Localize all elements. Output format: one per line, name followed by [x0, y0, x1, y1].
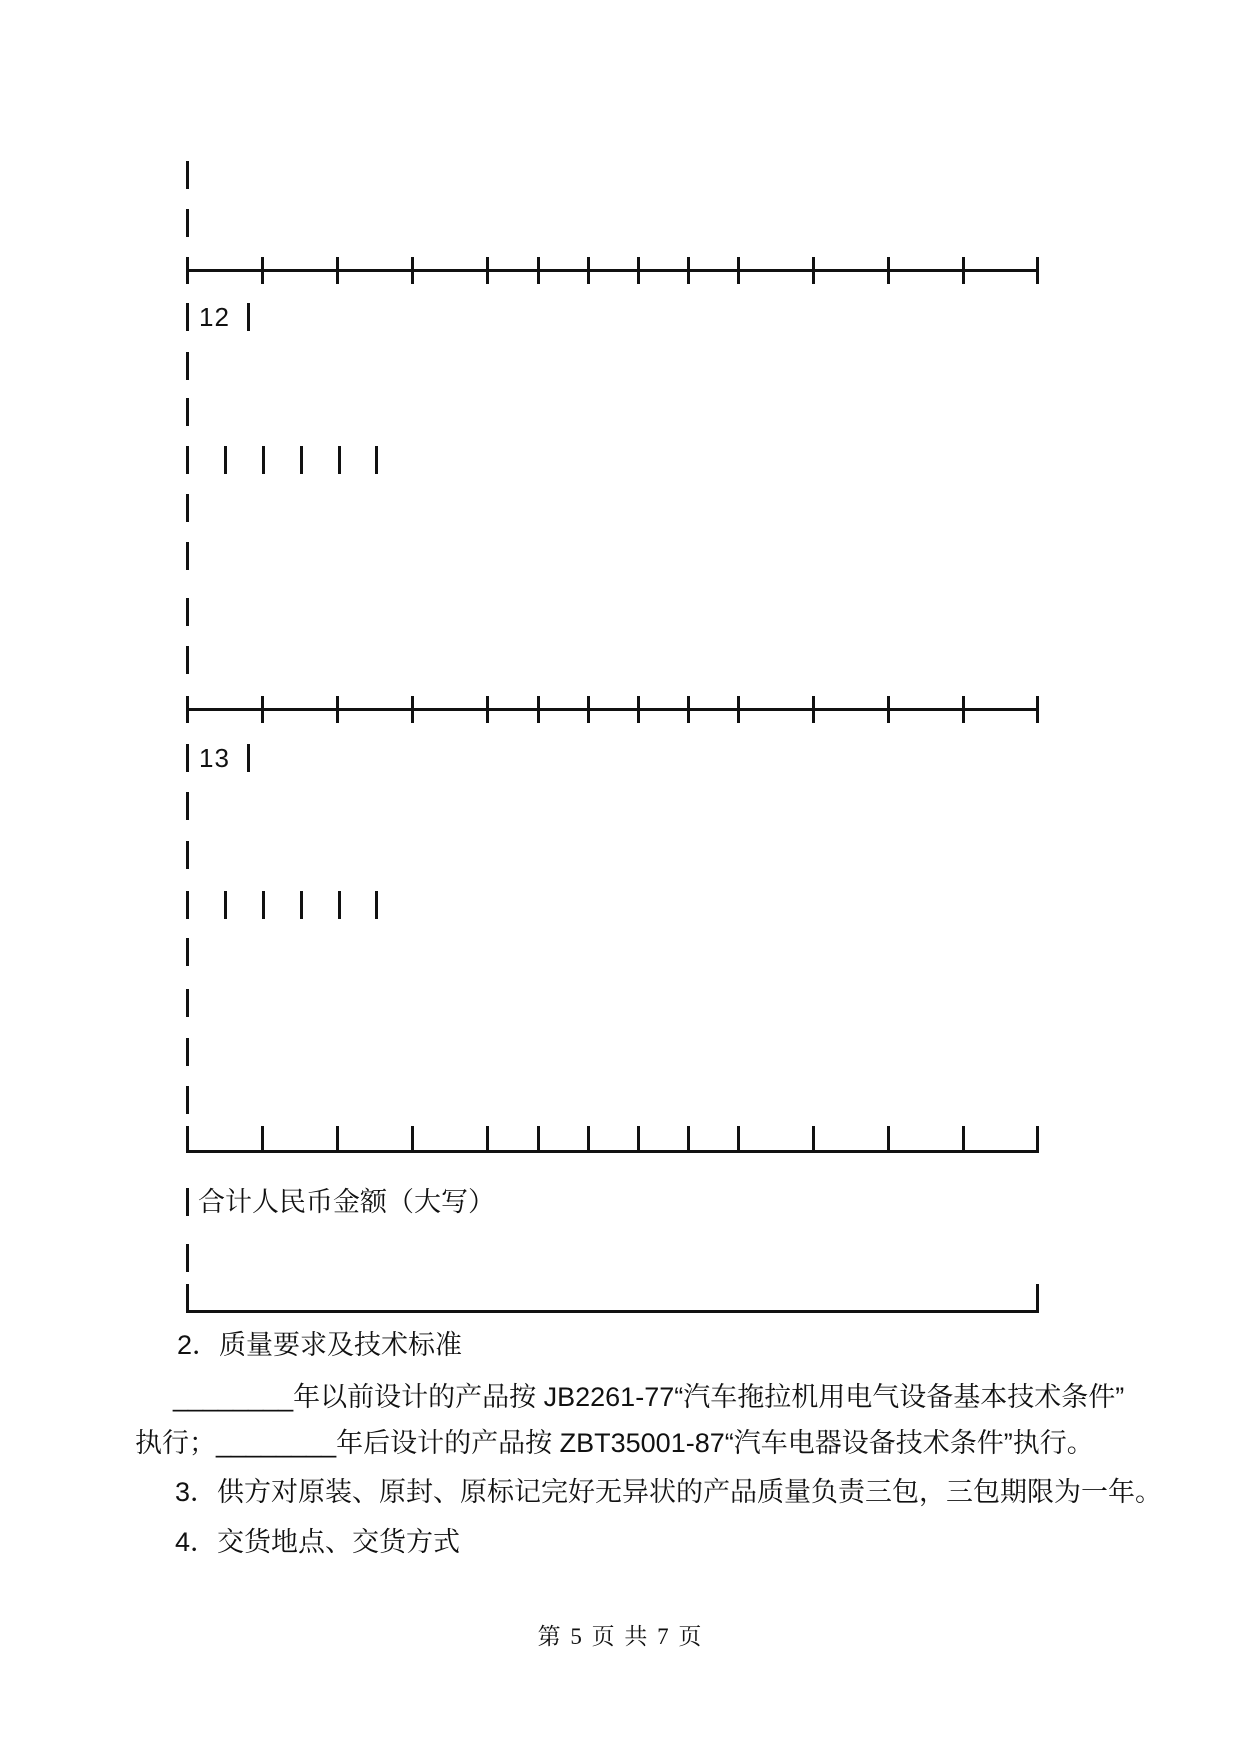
- quality-standard-line-2: 执行；________年后设计的产品按 ZBT35001-87“汽车电器设备技术条件”执行。: [135, 1428, 1094, 1458]
- total-row-label: 合计人民币金额（大写）: [198, 1187, 495, 1217]
- table-cell-divider: [186, 891, 189, 919]
- delivery-heading: 4．交货地点、交货方式: [175, 1527, 461, 1557]
- column-tick: [687, 257, 690, 284]
- table-cell-divider: [186, 646, 189, 674]
- table-corner-stub: [186, 1284, 189, 1313]
- table-cell-divider: [186, 1244, 189, 1272]
- column-tick: [587, 257, 590, 284]
- column-tick: [1036, 696, 1039, 723]
- column-tick: [411, 1126, 414, 1152]
- table-row-separator: [186, 269, 1039, 272]
- table-cell-divider: [375, 891, 378, 919]
- table-cell-divider: [262, 891, 265, 919]
- column-tick: [962, 257, 965, 284]
- column-tick: [637, 1126, 640, 1152]
- column-tick: [637, 696, 640, 723]
- table-cell-divider: [186, 352, 189, 380]
- table-cell-divider: [186, 303, 189, 331]
- column-tick: [1036, 257, 1039, 284]
- quality-standard-heading: 2．质量要求及技术标准: [177, 1330, 463, 1360]
- column-tick: [812, 257, 815, 284]
- table-cell-divider: [375, 446, 378, 474]
- column-tick: [812, 696, 815, 723]
- column-tick: [687, 1126, 690, 1152]
- table-cell-divider: [186, 938, 189, 966]
- table-cell-divider: [186, 792, 189, 820]
- column-tick: [587, 1126, 590, 1152]
- column-tick: [411, 257, 414, 284]
- column-tick: [962, 696, 965, 723]
- column-tick: [887, 1126, 890, 1152]
- table-cell-divider: [186, 161, 189, 189]
- table-cell-divider: [300, 891, 303, 919]
- table-cell-divider: [224, 446, 227, 474]
- column-tick: [737, 696, 740, 723]
- column-tick: [587, 696, 590, 723]
- column-tick: [737, 257, 740, 284]
- table-bottom-border: [186, 1310, 1039, 1313]
- column-tick: [537, 696, 540, 723]
- table-cell-divider: [186, 446, 189, 474]
- table-cell-divider: [262, 446, 265, 474]
- table-corner-stub: [1036, 1284, 1039, 1313]
- column-tick: [486, 696, 489, 723]
- column-tick: [737, 1126, 740, 1152]
- table-cell-divider: [338, 891, 341, 919]
- quality-standard-line-1: ________年以前设计的产品按 JB2261-77“汽车拖拉机用电气设备基本技术条件”: [173, 1382, 1125, 1412]
- table-cell-divider: [186, 398, 189, 426]
- table-cell-divider: [247, 744, 250, 772]
- column-tick: [336, 1126, 339, 1152]
- table-cell-divider: [186, 1086, 189, 1114]
- column-tick: [186, 696, 189, 723]
- column-tick: [637, 257, 640, 284]
- table-cell-divider: [247, 303, 250, 331]
- column-tick: [261, 1126, 264, 1152]
- column-tick: [687, 696, 690, 723]
- table-cell-divider: [186, 542, 189, 570]
- column-tick: [962, 1126, 965, 1152]
- warranty-clause: 3．供方对原装、原封、原标记完好无异状的产品质量负责三包，三包期限为一年。: [175, 1477, 1163, 1507]
- column-tick: [336, 696, 339, 723]
- column-tick: [411, 696, 414, 723]
- table-cell-divider: [186, 598, 189, 626]
- table-cell-divider: [186, 209, 189, 237]
- table-cell-divider: [186, 494, 189, 522]
- column-tick: [186, 1126, 189, 1152]
- column-tick: [537, 257, 540, 284]
- table-cell-divider: [186, 744, 189, 772]
- column-tick: [261, 696, 264, 723]
- column-tick: [887, 696, 890, 723]
- column-tick: [537, 1126, 540, 1152]
- column-tick: [812, 1126, 815, 1152]
- table-cell-divider: [300, 446, 303, 474]
- row-number: 13: [199, 743, 230, 773]
- table-row-separator: [186, 1150, 1039, 1153]
- table-cell-divider: [186, 1038, 189, 1066]
- page-number-indicator: 第 5 页 共 7 页: [537, 1624, 704, 1649]
- column-tick: [486, 1126, 489, 1152]
- column-tick: [1036, 1126, 1039, 1152]
- column-tick: [887, 257, 890, 284]
- column-tick: [261, 257, 264, 284]
- table-cell-divider: [186, 989, 189, 1017]
- row-number: 12: [199, 302, 230, 332]
- table-cell-divider: [186, 1188, 189, 1216]
- column-tick: [186, 257, 189, 284]
- column-tick: [336, 257, 339, 284]
- table-cell-divider: [338, 446, 341, 474]
- table-row-separator: [186, 708, 1039, 711]
- table-cell-divider: [186, 841, 189, 869]
- column-tick: [486, 257, 489, 284]
- table-cell-divider: [224, 891, 227, 919]
